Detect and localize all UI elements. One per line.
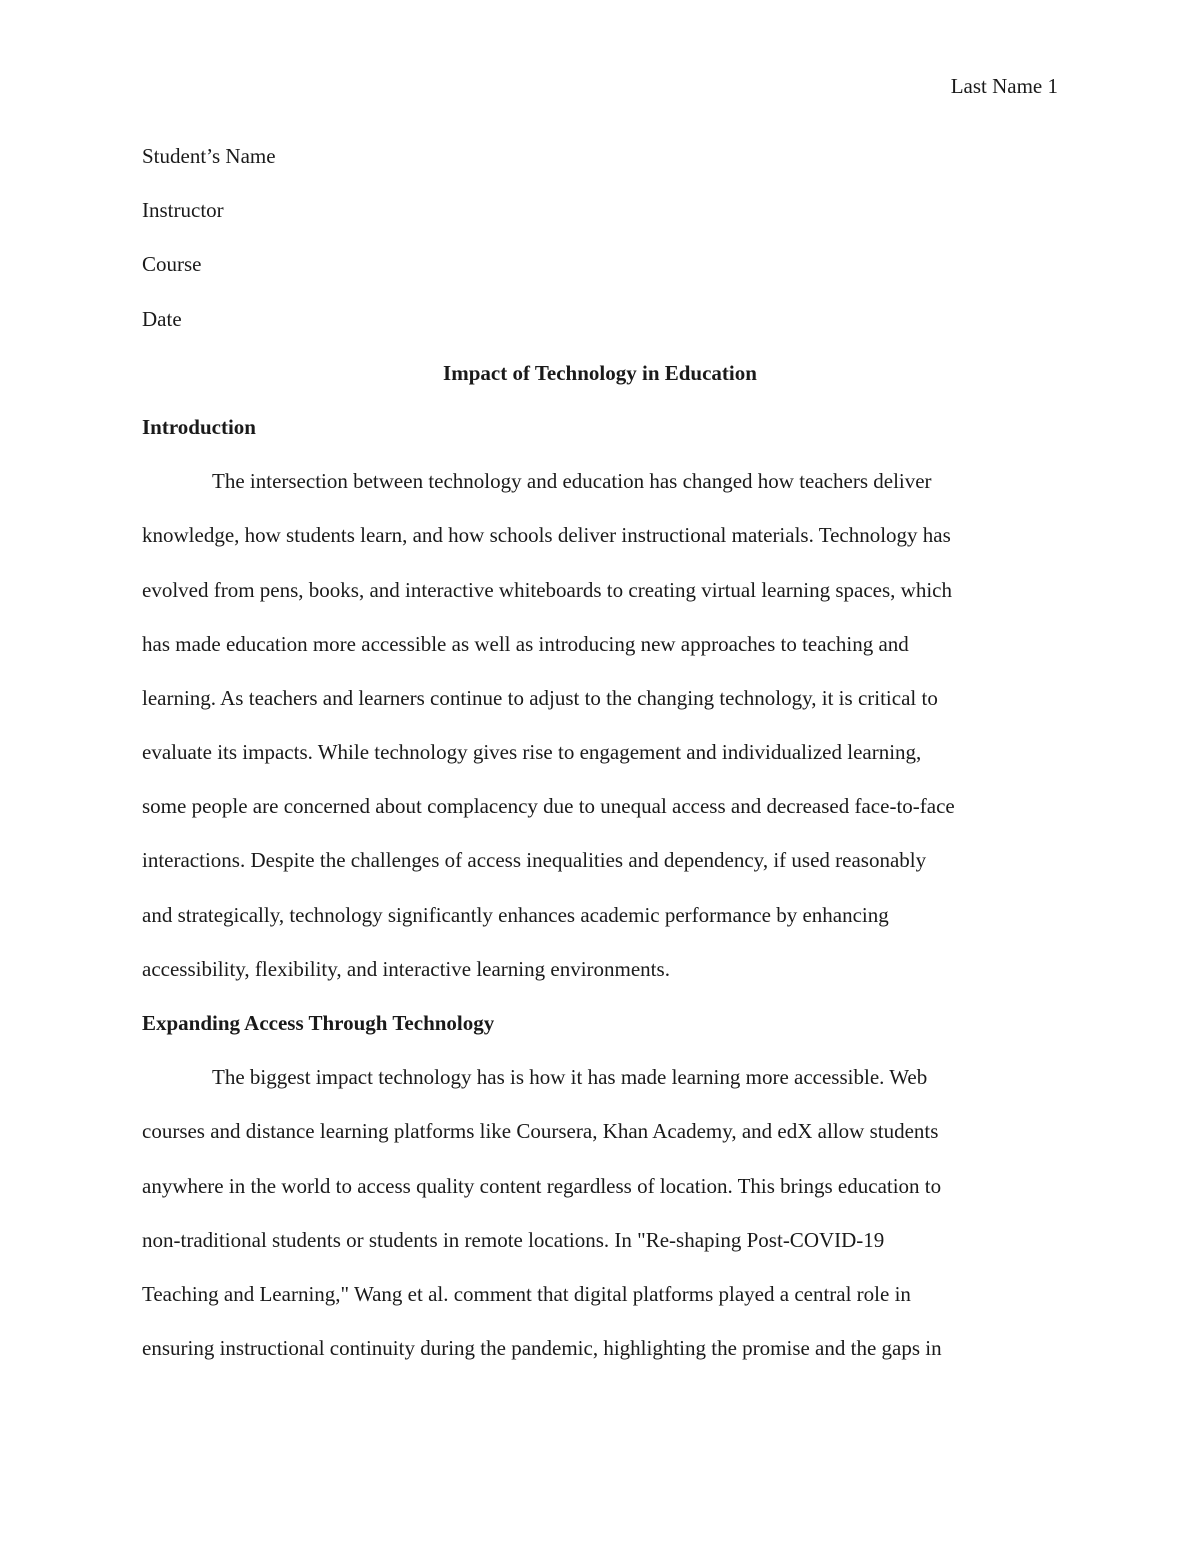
instructor-name: Instructor: [142, 198, 224, 223]
student-name: Student’s Name: [142, 144, 276, 168]
paragraph-line: and strategically, technology significantly enhances academic performance by enhancing: [142, 902, 889, 927]
paragraph-line: interactions. Despite the challenges of access inequalities and dependency, if used reasonably: [142, 848, 927, 873]
course-name: Course: [142, 252, 202, 277]
submission-date: Date: [142, 306, 182, 331]
paragraph-line: The biggest impact technology has is how it has made learning more accessible. Web: [212, 1065, 928, 1090]
paragraph-line: The intersection between technology and education has changed how teachers deliver: [212, 469, 932, 494]
paragraph-line: Teaching and Learning," Wang et al. comment that digital platforms played a central role in: [142, 1281, 911, 1306]
paragraph-line: ensuring instructional continuity during the pandemic, highlighting the promise and the gaps in: [142, 1336, 942, 1361]
paragraph-line: anywhere in the world to access quality content regardless of location. This brings education to: [142, 1173, 942, 1198]
paragraph-line: evolved from pens, books, and interactive whiteboards to creating virtual learning spaces, which: [142, 577, 952, 602]
paragraph-line: accessibility, flexibility, and interactive learning environments.: [142, 956, 670, 981]
paragraph-line: knowledge, how students learn, and how schools deliver instructional materials. Technology has: [142, 523, 951, 548]
paragraph-expanding-access: [142, 1050, 1058, 1375]
paper-title: Impact of Technology in Education: [443, 360, 757, 385]
section-heading-introduction: Introduction: [142, 414, 256, 439]
paragraph-introduction: [142, 454, 1058, 996]
paragraph-line: some people are concerned about complacency due to unequal access and decreased face-to-face: [142, 794, 955, 819]
paragraph-line: non-traditional students or students in remote locations. In "Re-shaping Post-COVID-19: [142, 1227, 885, 1252]
section-heading-expanding-access: Expanding Access Through Technology: [142, 1011, 495, 1035]
paragraph-line: courses and distance learning platforms like Coursera, Khan Academy, and edX allow students: [142, 1119, 939, 1144]
running-head: Last Name 1: [950, 74, 1058, 98]
paragraph-line: evaluate its impacts. While technology gives rise to engagement and individualized learning,: [142, 740, 922, 765]
document-body: [142, 129, 1058, 1375]
paragraph-line: has made education more accessible as well as introducing new approaches to teaching and: [142, 631, 909, 656]
paragraph-line: learning. As teachers and learners continue to adjust to the changing technology, it is critical to: [142, 685, 938, 710]
